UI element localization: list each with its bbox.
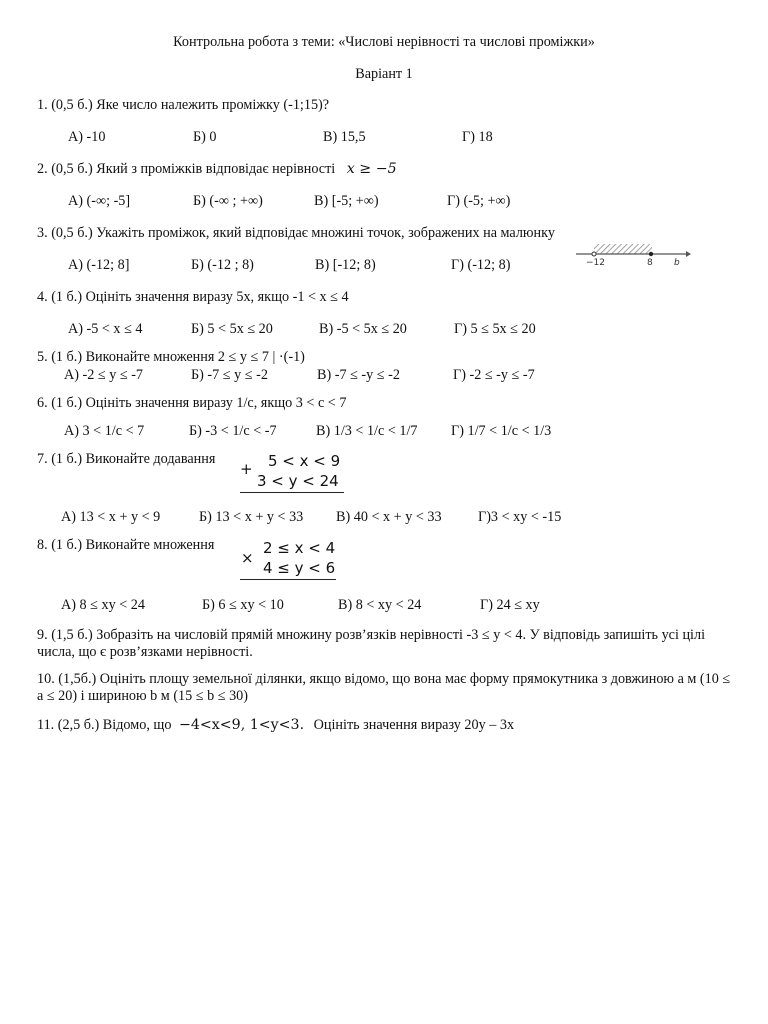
q8-option-d[interactable]: Г) 24 ≤ xy — [480, 597, 540, 613]
point-left — [592, 252, 596, 256]
question-2-math: x ≥ −5 — [346, 161, 397, 177]
q4-option-d[interactable]: Г) 5 ≤ 5x ≤ 20 — [454, 321, 536, 337]
q6-option-d[interactable]: Г) 1/7 < 1/c < 1/3 — [451, 423, 552, 439]
q2-option-c[interactable]: В) [-5; +∞) — [314, 193, 379, 209]
question-2-text: 2. (0,5 б.) Який з проміжків відповідає нерівності — [37, 161, 336, 177]
q2-option-b[interactable]: Б) (-∞ ; +∞) — [193, 193, 263, 209]
q7-sign: + — [240, 460, 253, 478]
q8-sign: × — [241, 549, 254, 567]
axis-label: b — [674, 258, 680, 268]
question-9: 9. (1,5 б.) Зобразіть на числовій прямій множину розв’язків нерівності -3 ≤ y < 4. У відповідь запишіть усі цілі числа, що є розв’язками нерівності. — [37, 627, 706, 660]
q7-line2: 3 < y < 24 — [257, 472, 339, 490]
q8-product-line — [240, 579, 336, 580]
q7-sum-line — [240, 492, 344, 493]
question-6: 6. (1 б.) Оцініть значення виразу 1/c, якщо 3 < c < 7 — [37, 395, 347, 411]
label-left: −12 — [586, 258, 605, 268]
q8-option-b[interactable]: Б) 6 ≤ xy < 10 — [202, 597, 284, 613]
q2-option-a[interactable]: А) (-∞; -5] — [68, 193, 131, 209]
q4-option-a[interactable]: А) -5 < x ≤ 4 — [68, 321, 143, 337]
q3-option-c[interactable]: В) [-12; 8) — [315, 257, 376, 273]
q1-option-d[interactable]: Г) 18 — [462, 129, 493, 145]
question-11 — [37, 717, 514, 734]
question-3: 3. (0,5 б.) Укажіть проміжок, який відповідає множині точок, зображених на малюнку — [37, 225, 555, 241]
q5-option-d[interactable]: Г) -2 ≤ -y ≤ -7 — [453, 367, 535, 383]
q3-option-a[interactable]: А) (-12; 8] — [68, 257, 130, 273]
q6-option-c[interactable]: В) 1/3 < 1/c < 1/7 — [316, 423, 418, 439]
q4-option-c[interactable]: В) -5 < 5x ≤ 20 — [319, 321, 407, 337]
q7-option-a[interactable]: А) 13 < x + y < 9 — [61, 509, 161, 525]
q6-option-a[interactable]: А) 3 < 1/c < 7 — [64, 423, 145, 439]
hatched-region — [594, 244, 652, 254]
q1-option-c[interactable]: В) 15,5 — [323, 129, 366, 145]
axis-arrow-icon — [686, 251, 691, 257]
q5-option-a[interactable]: А) -2 ≤ y ≤ -7 — [64, 367, 144, 383]
q5-option-c[interactable]: В) -7 ≤ -y ≤ -2 — [317, 367, 400, 383]
number-line-figure — [574, 240, 694, 268]
q7-line1: 5 < x < 9 — [268, 452, 341, 470]
q8-option-c[interactable]: В) 8 < xy < 24 — [338, 597, 422, 613]
variant-label: Варіант 1 — [355, 66, 413, 82]
q4-option-b[interactable]: Б) 5 < 5x ≤ 20 — [191, 321, 273, 337]
q6-option-b[interactable]: Б) -3 < 1/c < -7 — [189, 423, 277, 439]
q1-option-b[interactable]: Б) 0 — [193, 129, 217, 145]
question-10: 10. (1,5б.) Оцініть площу земельної ділянки, якщо відомо, що вона має форму прямокутника з довжиною a м (10 ≤ a ≤ 20) і шириною b м (15 ≤ b ≤ 30) — [37, 671, 731, 704]
question-2 — [37, 161, 397, 178]
point-right — [649, 252, 653, 256]
question-7: 7. (1 б.) Виконайте додавання — [37, 451, 216, 467]
q8-line2: 4 ≤ y < 6 — [263, 559, 336, 577]
q3-option-d[interactable]: Г) (-12; 8) — [451, 257, 511, 273]
q8-line1: 2 ≤ x < 4 — [263, 539, 336, 557]
page-title: Контрольна робота з теми: «Числові нерівності та числові проміжки» — [173, 34, 595, 50]
q7-option-c[interactable]: В) 40 < x + y < 33 — [336, 509, 442, 525]
question-11-text: 11. (2,5 б.) Відомо, що — [37, 717, 172, 733]
question-11-tail: Оцініть значення виразу 20y – 3x — [313, 717, 515, 733]
q8-option-a[interactable]: А) 8 ≤ xy < 24 — [61, 597, 145, 613]
question-4: 4. (1 б.) Оцініть значення виразу 5х, якщо -1 < x ≤ 4 — [37, 289, 349, 305]
q3-option-b[interactable]: Б) (-12 ; 8) — [191, 257, 254, 273]
q1-option-a[interactable]: А) -10 — [68, 129, 106, 145]
q2-option-d[interactable]: Г) (-5; +∞) — [447, 193, 511, 209]
question-8: 8. (1 б.) Виконайте множення — [37, 537, 215, 553]
question-1: 1. (0,5 б.) Яке число належить проміжку (-1;15)? — [37, 97, 330, 113]
label-right: 8 — [647, 258, 653, 268]
question-11-math: −4<x<9, 1<y<3. — [178, 717, 305, 733]
q5-option-b[interactable]: Б) -7 ≤ y ≤ -2 — [191, 367, 268, 383]
question-5: 5. (1 б.) Виконайте множення 2 ≤ y ≤ 7 | ·(-1) — [37, 349, 305, 365]
q7-option-b[interactable]: Б) 13 < x + y < 33 — [199, 509, 304, 525]
q7-option-d[interactable]: Г)3 < xy < -15 — [478, 509, 562, 525]
